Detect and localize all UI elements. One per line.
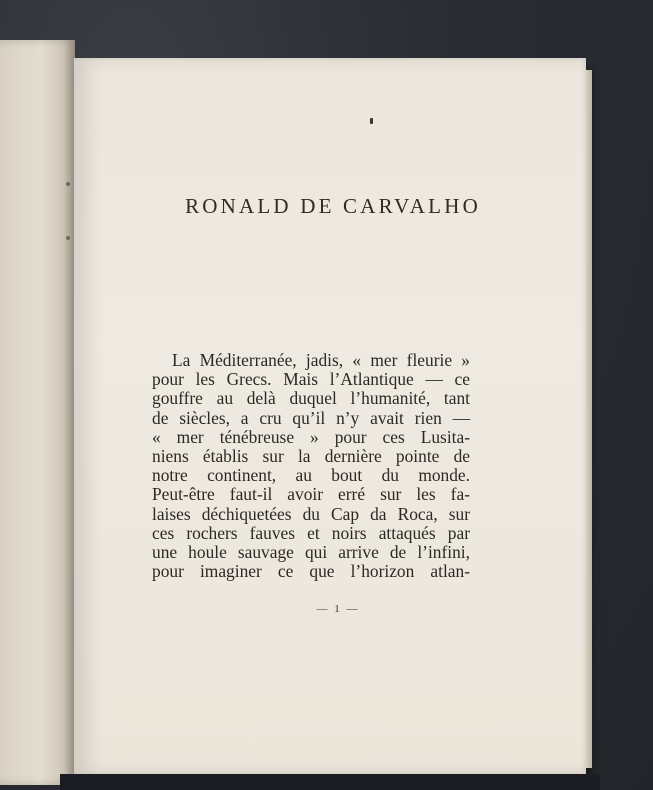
page-number: — 1 — <box>316 603 360 615</box>
text-line: pour imaginer ce que l’horizon atlan- <box>152 561 470 582</box>
text-line: une houle sauvage qui arrive de l’infini, <box>152 541 470 562</box>
text-line: La Méditerranée, jadis, « mer fleurie » <box>172 350 470 370</box>
text-line: notre continent, au bout du monde. <box>152 465 470 486</box>
ink-speck <box>370 118 373 124</box>
binding-hole <box>66 182 70 186</box>
author-heading: RONALD DE CARVALHO <box>185 194 481 218</box>
text-line: gouffre au delà duquel l’humanité, tant <box>152 388 470 409</box>
page-stack-edge <box>586 70 592 768</box>
text-line: niens établis sur la dernière pointe de <box>152 445 470 466</box>
text-line: pour les Grecs. Mais l’Atlantique — ce <box>152 369 470 390</box>
text-line: « mer ténébreuse » pour ces Lusita- <box>152 426 470 447</box>
left-page-edge <box>0 40 75 785</box>
text-line: ces rochers fauves et noirs attaqués par <box>152 522 470 543</box>
text-line: laises déchiquetées du Cap da Roca, sur <box>152 503 470 524</box>
bottom-shadow <box>60 774 600 790</box>
binding-hole <box>66 236 70 240</box>
text-line: Peut-être faut-il avoir erré sur les fa- <box>152 484 470 505</box>
book-page <box>74 58 586 774</box>
body-paragraph <box>152 351 470 581</box>
text-line: de siècles, a cru qu’il n’y avait rien — <box>152 407 470 428</box>
